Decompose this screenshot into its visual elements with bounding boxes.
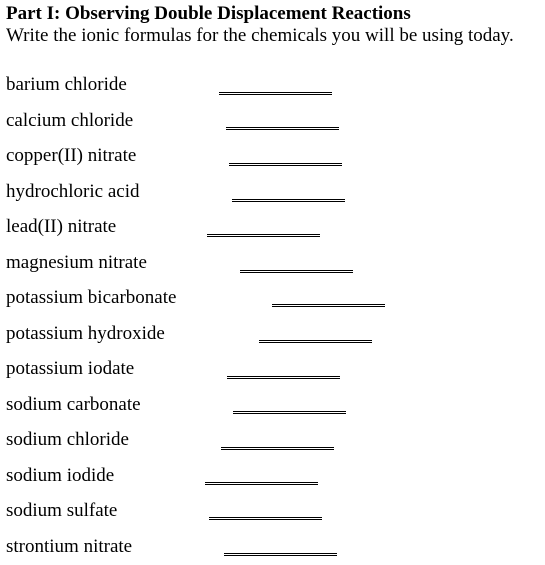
chemical-row (0, 428, 545, 458)
chemical-row (0, 535, 545, 565)
chemical-row (0, 286, 545, 316)
chemical-name: sodium chloride (6, 429, 129, 450)
chemical-name: potassium hydroxide (6, 323, 165, 344)
chemical-name: lead(II) nitrate (6, 216, 117, 237)
chemical-name: potassium iodate (6, 358, 135, 379)
chemical-row (0, 109, 545, 139)
answer-blank[interactable] (207, 234, 320, 237)
answer-blank[interactable] (229, 163, 342, 166)
answer-blank[interactable] (272, 304, 385, 307)
answer-blank[interactable] (233, 411, 346, 414)
chemical-name: copper(II) nitrate (6, 145, 137, 166)
instructions-text: Write the ionic formulas for the chemicals you will be using today. (6, 25, 514, 46)
answer-blank[interactable] (259, 340, 372, 343)
answer-blank[interactable] (226, 127, 339, 130)
chemical-row (0, 499, 545, 529)
chemical-row (0, 180, 545, 210)
chemical-row (0, 144, 545, 174)
chemical-name: sodium sulfate (6, 500, 118, 521)
chemical-row (0, 251, 545, 281)
answer-blank[interactable] (224, 553, 337, 556)
answer-blank[interactable] (219, 92, 332, 95)
chemical-name: sodium iodide (6, 465, 115, 486)
answer-blank[interactable] (227, 376, 340, 379)
chemical-name: calcium chloride (6, 110, 134, 131)
chemical-row (0, 357, 545, 387)
chemical-name: barium chloride (6, 74, 127, 95)
answer-blank[interactable] (205, 482, 318, 485)
chemical-name: magnesium nitrate (6, 252, 147, 273)
answer-blank[interactable] (240, 270, 353, 273)
chemical-row (0, 322, 545, 352)
answer-blank[interactable] (209, 517, 322, 520)
section-title: Part I: Observing Double Displacement Reactions (6, 3, 411, 24)
chemical-name: sodium carbonate (6, 394, 141, 415)
chemical-name: strontium nitrate (6, 536, 133, 557)
chemical-row (0, 393, 545, 423)
answer-blank[interactable] (221, 447, 334, 450)
chemical-name: hydrochloric acid (6, 181, 140, 202)
answer-blank[interactable] (232, 199, 345, 202)
chemical-row (0, 215, 545, 245)
chemical-row (0, 73, 545, 103)
chemical-name: potassium bicarbonate (6, 287, 177, 308)
chemical-row (0, 464, 545, 494)
